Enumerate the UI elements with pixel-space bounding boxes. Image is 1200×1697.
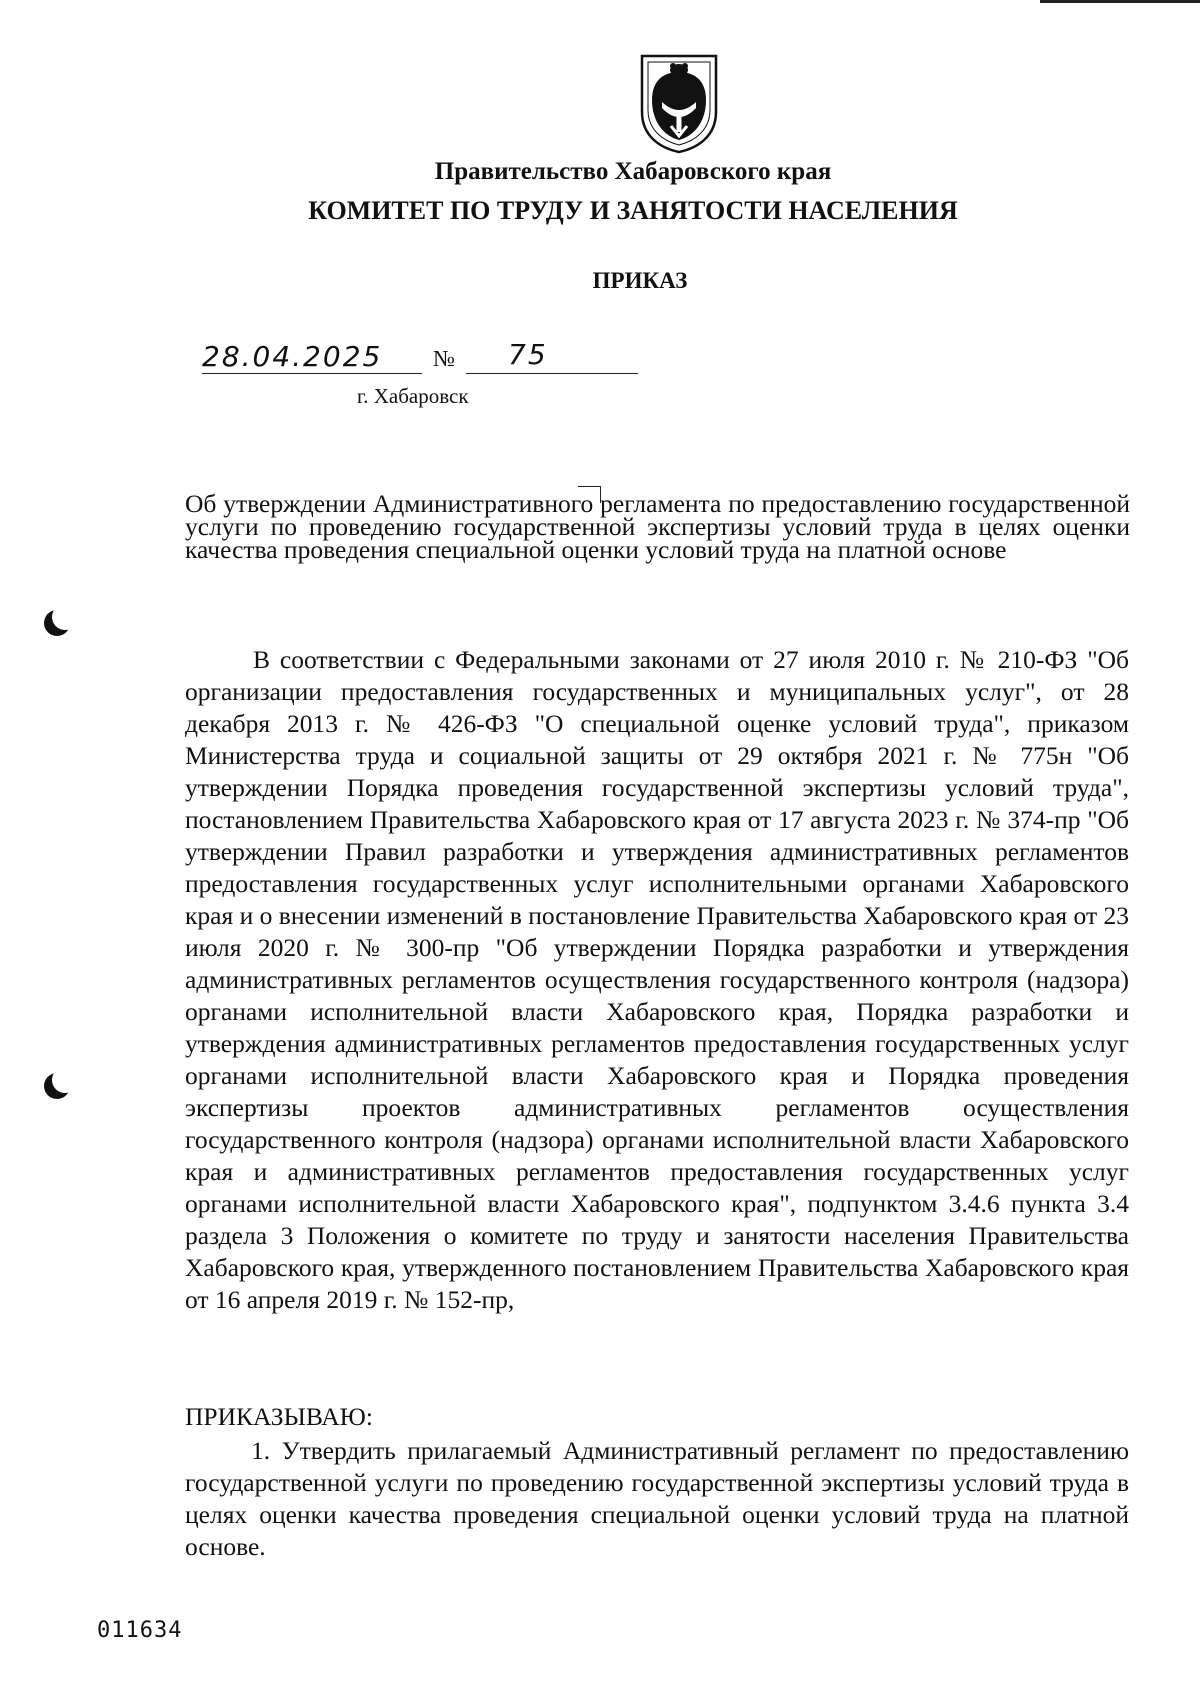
document-type: ПРИКАЗ <box>592 268 688 293</box>
order-item-1: 1. Утвердить прилагаемый Административный регламент по предоставлению государственной услуги по проведению государственной экспертизы условий труда в целях оценки качества проведения специальной оценки условий труда на платной основе. <box>185 1436 1129 1561</box>
committee-name: КОМИТЕТ ПО ТРУДУ И ЗАНЯТОСТИ НАСЕЛЕНИЯ <box>308 196 958 225</box>
order-directive: ПРИКАЗЫВАЮ: <box>185 1402 373 1431</box>
order-number: 75 <box>508 338 548 371</box>
order-date: 28.04.2025 <box>202 340 383 373</box>
form-serial-number: 011634 <box>97 1618 183 1643</box>
preamble-paragraph: В соответствии с Федеральными законами от 27 июля 2010 г. № 210-ФЗ "Об организации предоставления государственных и муниципальных услуг", от 28 декабря 2013 г. № 426-ФЗ "О специальной оценке условий труда", приказом Министерства труда и социальной защиты от 29 октября 2021 г. № 775н "Об утверждении Порядка проведения государственной экспертизы условий труда", постановлением Правительства Хабаровского края от 17 августа 2023 г. № 374-пр "Об утверждении Правил разработки и утверждения административных регламентов предоставления государственных услуг исполнительными органами Хабаровского края и о внесении изменений в постановление Правительства Хабаровского края от 23 июля 2020 г. № 300-пр "Об утверждении Порядка разработки и утверждения административных регламентов осуществления государственного контроля (надзора) органами исполнительной власти Хабаровского края, Порядка разработки и утверждения административных регламентов предоставления государственных услуг органами исполнительной власти Хабаровского края и Порядка проведения экспертизы проектов административных регламентов осуществления государственного контроля (надзора) органами исполнительной власти Хабаровского края и административных регламентов предоставления государственных услуг органами исполнительной власти Хабаровского края", подпунктом 3.4.6 пункта 3.4 раздела 3 Положения о комитете по труду и занятости населения Правительства Хабаровского края, утвержденного постановлением Правительства Хабаровского края от 16 апреля 2019 г. № 152-пр, <box>185 645 1129 1314</box>
crescent-mark-icon <box>44 1073 70 1099</box>
date-underline <box>202 373 422 374</box>
issue-city: г. Хабаровск <box>357 384 469 408</box>
order-subject: Об утверждении Административного регламента по предоставлению государственной услуги по проведению государственной экспертизы условий труда в целях оценки качества проведения специальной оценки условий труда на платной основе <box>185 489 1130 564</box>
crescent-mark-icon <box>44 610 70 636</box>
number-underline <box>466 373 638 374</box>
coat-of-arms-icon <box>634 52 724 154</box>
government-name: Правительство Хабаровского края <box>434 158 832 185</box>
number-sign: № <box>433 346 455 371</box>
scan-edge-line <box>1040 0 1200 3</box>
